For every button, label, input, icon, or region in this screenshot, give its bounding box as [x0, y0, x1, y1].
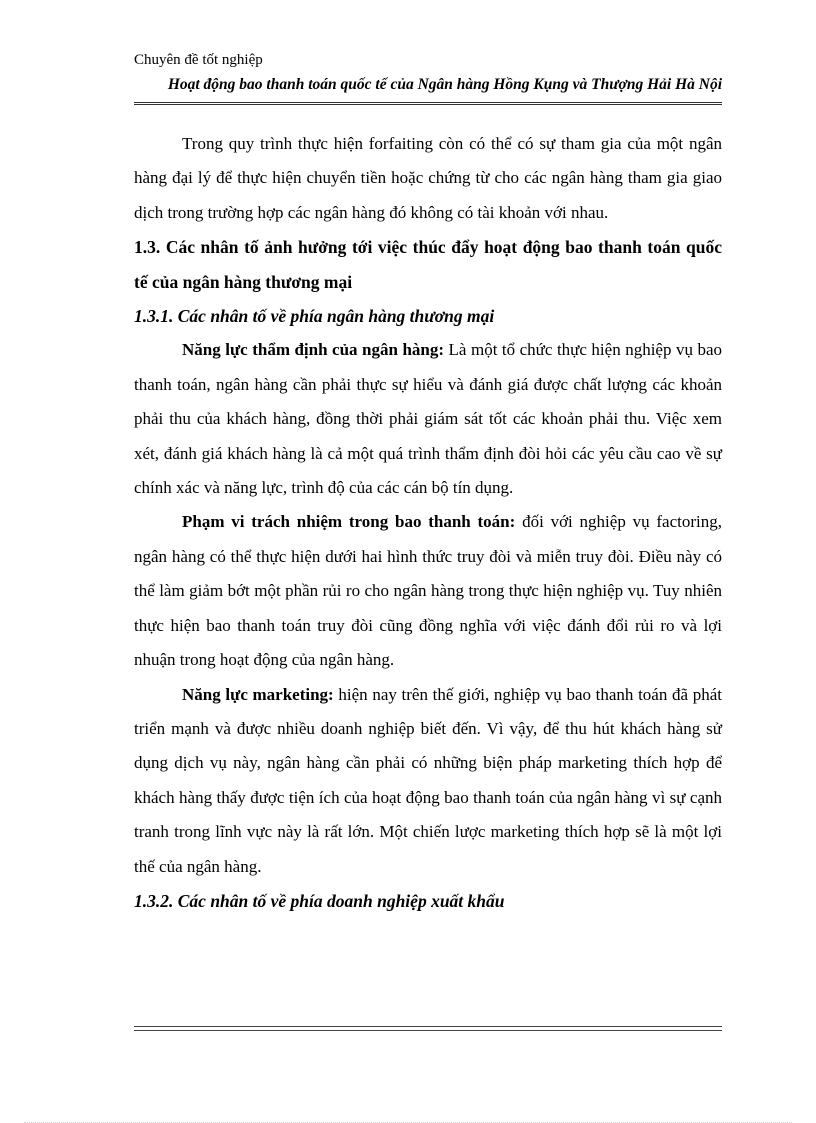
paragraph-forfaiting: Trong quy trình thực hiện forfaiting còn có thể có sự tham gia của một ngân hàng đại lý để thực hiện chuyển tiền hoặc chứng từ cho các ngân hàng tham gia giao dịch trong trường hợp các ngân hàng đó không có tài khoản với nhau.: [134, 134, 722, 222]
paragraph-appraisal-capacity: [134, 333, 722, 505]
document-body: [134, 127, 722, 918]
subsection-heading-1-3-2: 1.3.2. Các nhân tố về phía doanh nghiệp xuất khẩu: [134, 890, 505, 911]
page-header: [134, 50, 722, 105]
section-heading-1-3: 1.3. Các nhân tố ảnh hưởng tới việc thúc đẩy hoạt động bao thanh toán quốc tế của ngân hàng thương mại: [134, 237, 722, 292]
header-document-type: Chuyên đề tốt nghiệp: [134, 52, 263, 68]
paragraph-text: đối với nghiệp vụ factoring, ngân hàng có thể thực hiện dưới hai hình thức truy đòi và miễn truy đòi. Điều này có thể làm giảm bớt một phần rủi ro cho ngân hàng trong thực hiện nghiệp vụ. Tuy nhiên thực hiện bao thanh toán truy đòi cũng đồng nghĩa với việc đánh đổi rủi ro và lợi nhuận trong hoạt động của ngân hàng.: [134, 512, 722, 670]
paragraph-text: hiện nay trên thế giới, nghiệp vụ bao thanh toán đã phát triển mạnh và được nhiều doanh nghiệp biết đến. Vì vậy, để thu hút khách hàng sử dụng dịch vụ này, ngân hàng cần phải có những biện pháp marketing thích hợp để khách hàng thấy được tiện ích của hoạt động bao thanh toán của ngân hàng vì sự cạnh tranh trong lĩnh vực này là rất lớn. Một chiến lược marketing thích hợp sẽ là một lợi thế của ngân hàng.: [134, 684, 722, 876]
header-document-title: Hoạt động bao thanh toán quốc tế của Ngân hàng Hồng Kụng và Thượng Hải Hà Nội: [134, 74, 722, 105]
footer-divider: [134, 1026, 722, 1031]
paragraph-marketing-capacity: [134, 678, 722, 884]
paragraph-lead-term: Năng lực thẩm định của ngân hàng:: [182, 340, 445, 360]
paragraph-lead-term: Năng lực marketing:: [182, 684, 334, 704]
paragraph-responsibility-scope: [134, 505, 722, 677]
subsection-heading-1-3-1: 1.3.1. Các nhân tố về phía ngân hàng thương mại: [134, 306, 495, 327]
paragraph-text: Là một tổ chức thực hiện nghiệp vụ bao thanh toán, ngân hàng cần phải thực sự hiểu và đánh giá được chất lượng các khoản phải thu của khách hàng, đồng thời phải giám sát tốt các khoản phải thu. Việc xem xét, đánh giá khách hàng là cả một quá trình thẩm định đòi hỏi các yêu cầu cao về sự chính xác và năng lực, trình độ của các cán bộ tín dụng.: [134, 340, 723, 498]
paragraph-lead-term: Phạm vi trách nhiệm trong bao thanh toán:: [182, 512, 516, 532]
